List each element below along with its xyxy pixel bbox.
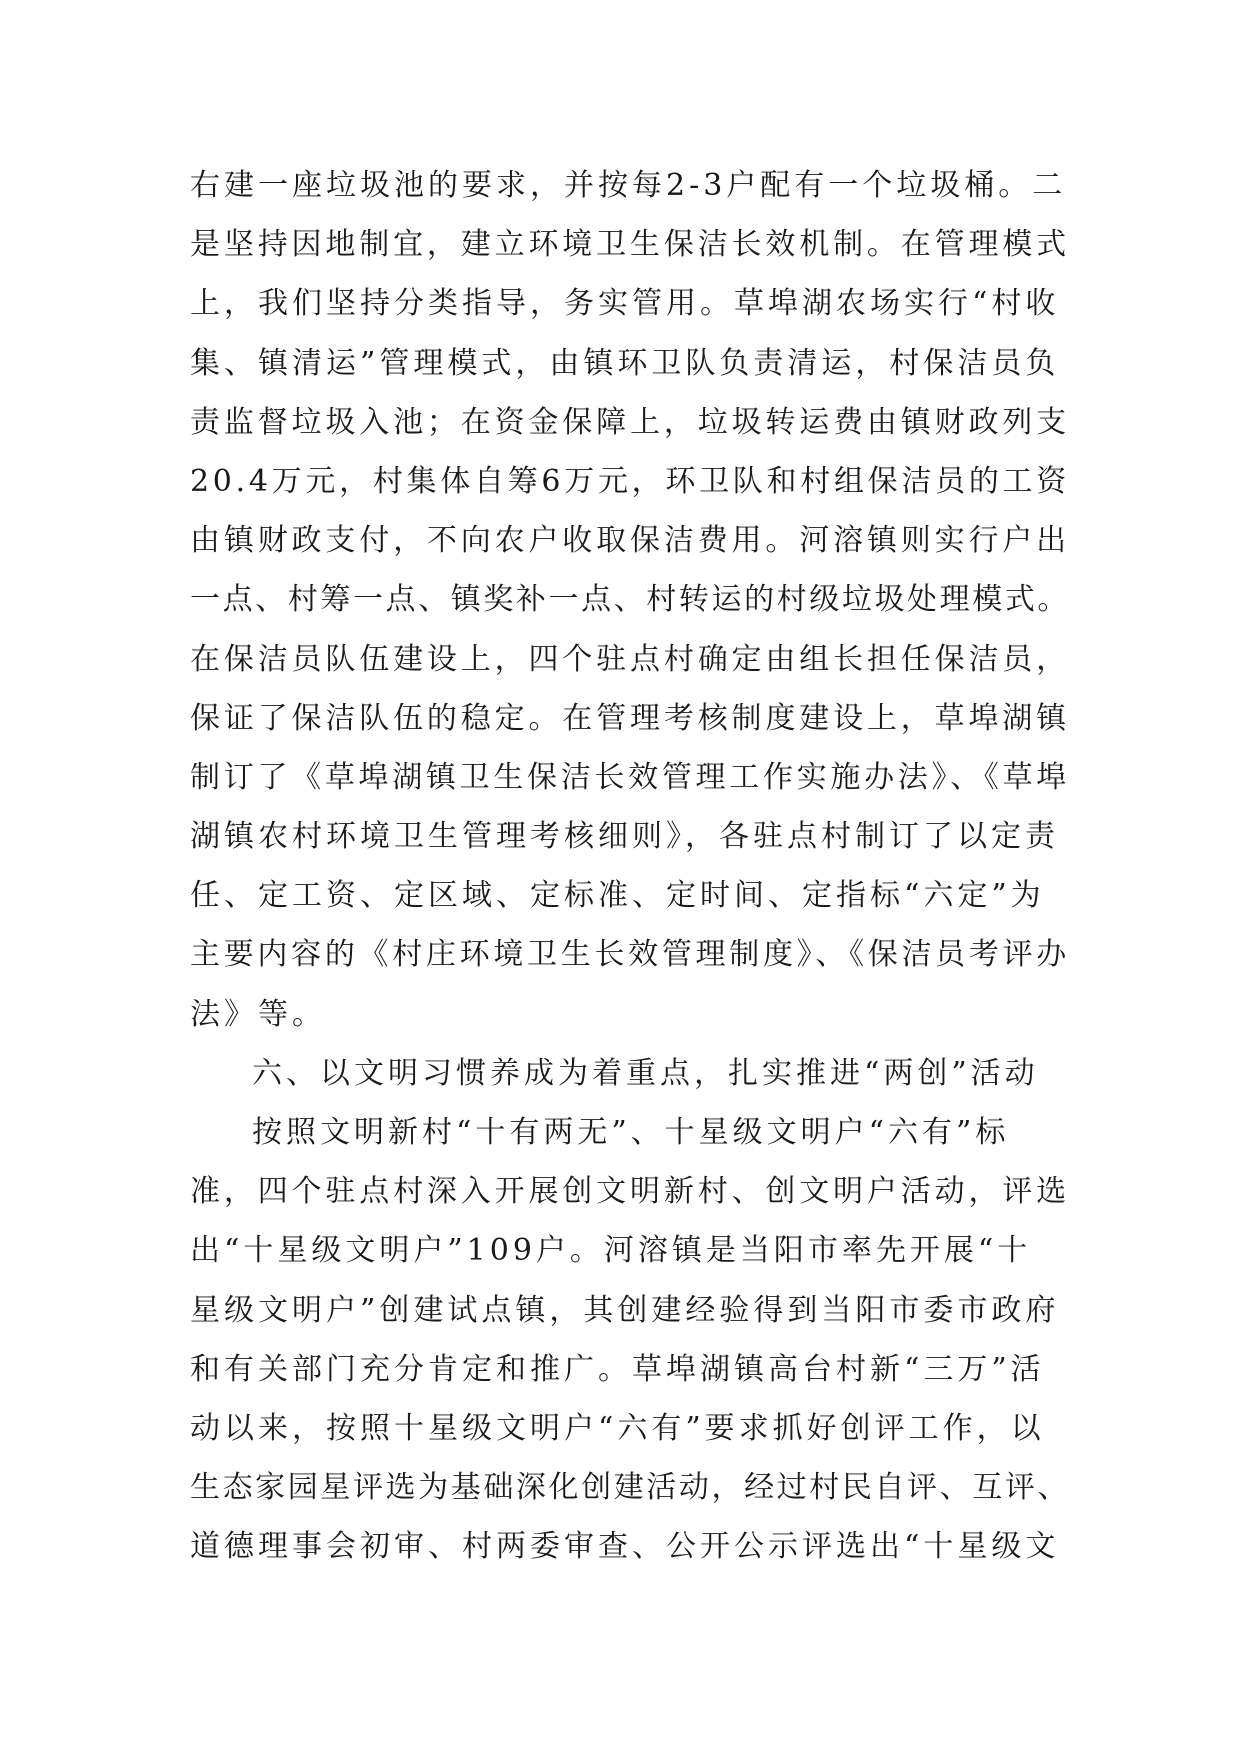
text-line: 法》等。 [190, 996, 326, 1032]
text-line: 任、定工资、定区域、定标准、定时间、定指标“六定”为 [190, 878, 1045, 914]
text-line: 保证了保洁队伍的稳定。在管理考核制度建设上，草埠湖镇 [190, 700, 1070, 736]
document-body [190, 156, 1070, 1577]
text-line: 是坚持因地制宜，建立环境卫生保洁长效机制。在管理模式 [190, 227, 1070, 263]
text-line: 上，我们坚持分类指导，务实管用。草埠湖农场实行“村收 [190, 286, 1060, 322]
text-line: 由镇财政支付，不向农户收取保洁费用。河溶镇则实行户出 [190, 523, 1070, 559]
text-line: 按照文明新村“十有两无”、十星级文明户“六有”标 [252, 1115, 1010, 1150]
text-line: 和有关部门充分肯定和推广。草埠湖镇高台村新“三万”活 [190, 1351, 1045, 1387]
section-heading: 六、以文明习惯养成为着重点，扎实推进“两创”活动 [252, 1055, 1039, 1091]
text-line: 星级文明户”创建试点镇，其创建经验得到当阳市委市政府 [190, 1292, 1060, 1328]
text-line: 右建一座垃圾池的要求，并按每2-3户配有一个垃圾桶。二 [190, 168, 1067, 203]
text-line: 道德理事会初审、村两委审查、公开公示评选出“十星级文 [190, 1529, 1060, 1565]
text-line: 生态家园星评选为基础深化创建活动，经过村民自评、互评、 [190, 1470, 1070, 1506]
text-line: 准，四个驻点村深入开展创文明新村、创文明户活动，评选 [190, 1174, 1070, 1210]
text-line: 一点、村筹一点、镇奖补一点、村转运的村级垃圾处理模式。 [190, 582, 1070, 618]
text-line: 在保洁员队伍建设上，四个驻点村确定由组长担任保洁员， [190, 641, 1070, 677]
text-line: 出“十星级文明户”109户。河溶镇是当阳市率先开展“十 [190, 1233, 1032, 1269]
text-line: 集、镇清运”管理模式，由镇环卫队负责清运，村保洁员负 [190, 345, 1060, 381]
text-line: 责监督垃圾入池；在资金保障上，垃圾转运费由镇财政列支 [190, 404, 1070, 440]
text-line: 制订了《草埠湖镇卫生保洁长效管理工作实施办法》、《草埠 [190, 759, 1070, 795]
text-line: 主要内容的《村庄环境卫生长效管理制度》、《保洁员考评办 [190, 937, 1070, 973]
text-line: 湖镇农村环境卫生管理考核细则》，各驻点村制订了以定责 [190, 819, 1059, 855]
text-line: 动以来，按照十星级文明户“六有”要求抓好创评工作，以 [190, 1410, 1045, 1446]
text-line: 20.4万元，村集体自筹6万元，环卫队和村组保洁员的工资 [190, 463, 1070, 499]
